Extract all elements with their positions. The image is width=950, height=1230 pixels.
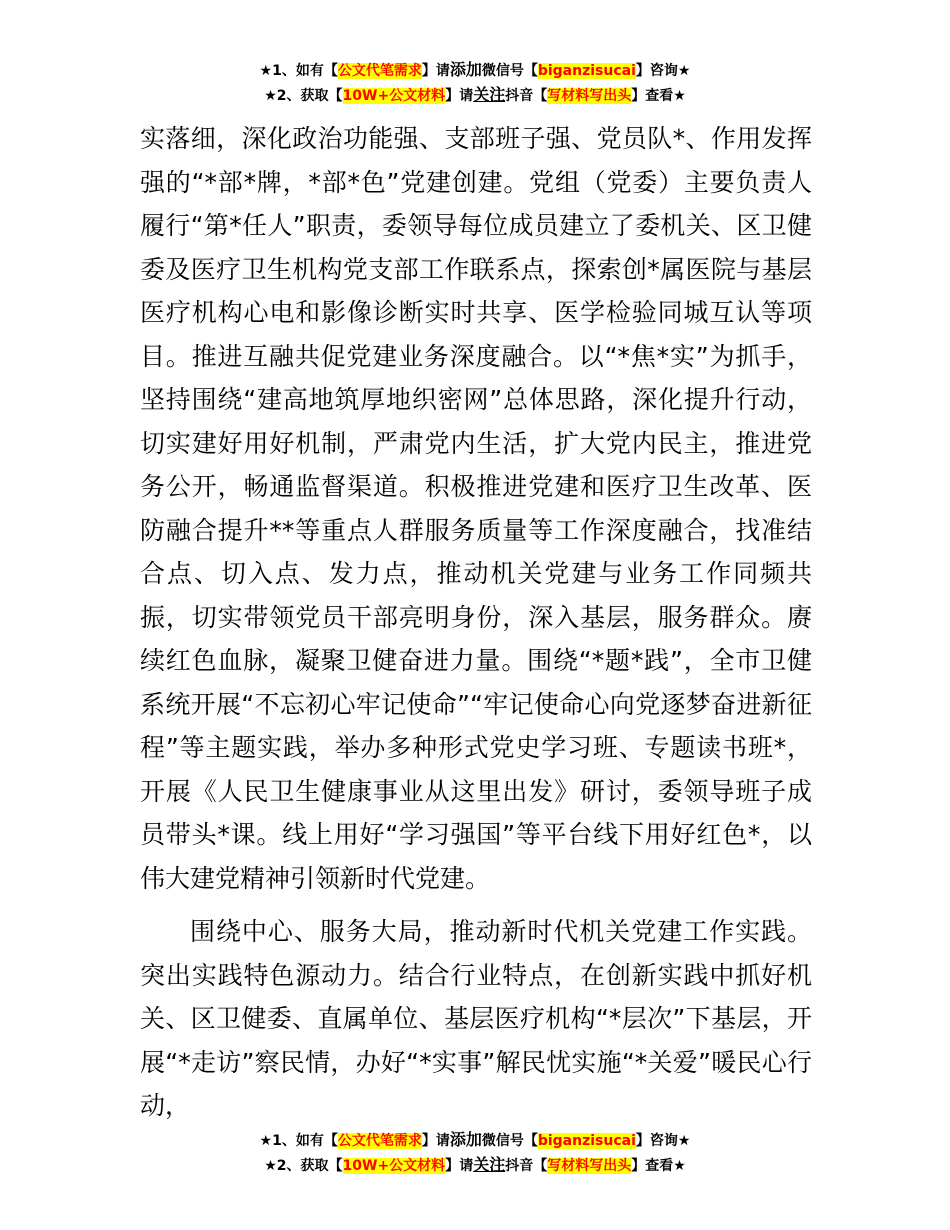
ad-text: 2、获取 [276,88,329,104]
star-icon: ★ [259,63,273,79]
star-icon: ★ [677,1133,691,1149]
ad-text: 请 [459,1158,474,1174]
wechat-id-highlight: biganzisucai [537,63,636,79]
ad-text: 2、获取 [276,1158,329,1174]
star-icon: ★ [673,1158,686,1174]
body-paragraph-1: 实落细，深化政治功能强、支部班子强、党员队*、作用发挥强的“*部*牌，*部*色”党建创建。党组（党委）主要负责人履行“第*任人”职责，委领导每位成员建立了委机关、区卫健委及医疗卫生机构党支部工作联系点，探索创*属医院与基层医疗机构心电和影像诊断实时共享、医学检验同城互认等项目。推进互融共促党建业务深度融合。以“*焦*实”为抓手，坚持围绕“建高地筑厚地织密网”总体思路，深化提升行动，切实建好用好机制，严肃党内生活，扩大党内民主，推进党务公开，畅通监督渠道。积极推进党建和医疗卫生改革、医防融合提升**等重点人群服务质量等工作深度融合，找准结合点、切入点、发力点，推动机关党建与业务工作同频共振，切实带领党员干部亮明身份，深入基层，服务群众。赓续红色血脉，凝聚卫健奋进力量。围绕“*题*践”，全市卫健系统开展“不忘初心牢记使命”“牢记使命心向党逐梦奋进新征程”等主题实践，举办多种形式党史学习班、专题读书班*，开展《人民卫生健康事业从这里出发》研讨，委领导班子成员带头*课。线上用好“学习强国”等平台线下用好红色*，以伟大建党精神引领新时代党建。 [140,124,812,893]
ad-highlight: 10W+公文材料 [342,88,446,104]
ad-text: 查看 [645,88,674,104]
douyin-id-highlight: 写材料写出头 [547,1158,632,1174]
ad-text: 咨询 [649,1133,678,1149]
header-ad [0,58,950,108]
ad-text: 】 [421,1133,436,1149]
ad-text: 请 [435,63,450,79]
ad-text: 添加 [449,60,482,79]
ad-text: 查看 [645,1158,674,1174]
footer-ad [0,1128,950,1178]
ad-text: 】 [445,88,460,104]
ad-text: 请 [435,1133,450,1149]
ad-text: 】 [445,1158,460,1174]
ad-text: 添加 [449,1130,482,1149]
ad-text: 抖音 [505,1158,534,1174]
ad-text: 【 [533,88,548,104]
body-paragraph-2: 围绕中心、服务大局，推动新时代机关党建工作实践。突出实践特色源动力。结合行业特点，在创新实践中抓好机关、区卫健委、直属单位、基层医疗机构“*层次”下基层，开展“*走访”察民情，办好“*实事”解民忧实施“*关爱”暖民心行动， [140,917,812,1120]
douyin-id-highlight: 写材料写出头 [547,88,632,104]
ad-text: 【 [533,1158,548,1174]
document-body [140,117,812,1128]
ad-text: 微信号 [481,1133,524,1149]
ad-text: 1、如有 [272,1133,324,1149]
ad-text: 】 [631,88,646,104]
ad-text: 】 [635,1133,650,1149]
ad-text: 】 [421,63,436,79]
ad-text: 【 [323,1133,338,1149]
ad-text: 【 [523,63,538,79]
ad-text: 【 [328,88,343,104]
star-icon: ★ [673,88,686,104]
footer-ad-line-2 [0,1153,950,1178]
ad-text: 】 [635,63,650,79]
ad-highlight: 10W+公文材料 [342,1158,446,1174]
ad-text: 微信号 [481,63,524,79]
ad-text: 【 [323,63,338,79]
ad-text: 咨询 [649,63,678,79]
ad-text: 关注 [473,1155,506,1174]
header-ad-line-1 [0,58,950,83]
ad-text: 】 [631,1158,646,1174]
wechat-id-highlight: biganzisucai [537,1133,636,1149]
ad-text: 【 [523,1133,538,1149]
star-icon: ★ [264,88,277,104]
footer-ad-line-1 [0,1128,950,1153]
ad-highlight: 公文代笔需求 [337,1133,422,1149]
ad-text: 1、如有 [272,63,324,79]
header-ad-line-2 [0,83,950,108]
ad-text: 【 [328,1158,343,1174]
ad-text: 抖音 [505,88,534,104]
ad-text: 请 [459,88,474,104]
star-icon: ★ [264,1158,277,1174]
ad-highlight: 公文代笔需求 [337,63,422,79]
ad-text: 关注 [473,85,506,104]
star-icon: ★ [677,63,691,79]
star-icon: ★ [259,1133,273,1149]
